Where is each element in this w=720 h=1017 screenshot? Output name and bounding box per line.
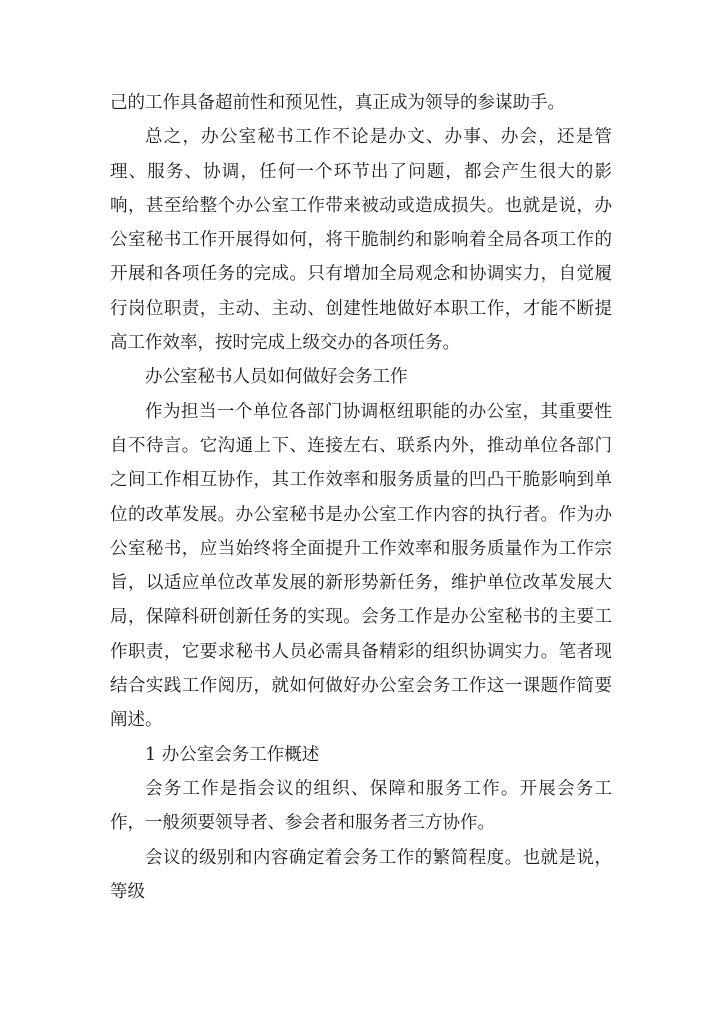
paragraph-3: 作为担当一个单位各部门协调枢纽职能的办公室，其重要性自不待言。它沟通上下、连接左右、联系内外，推动单位各部门之间工作相互协作，其工作效率和服务质量的凹凸干脆影响到单位的改革发展。办公室秘书是办公室工作内容的执行者。作为办公室秘书，应当始终将全面提升工作效率和服务质量作为工作宗旨，以适应单位改革发展的新形势新任务，维护单位改革发展大局，保障科研创新任务的实现。会务工作是办公室秘书的主要工作职责，它要求秘书人员必需具备精彩的组织协调实力。笔者现结合实践工作阅历，就如何做好办公室会务工作这一课题作简要阐述。 <box>110 401 612 731</box>
section-heading-1-overview: 1 办公室会务工作概述 <box>145 744 320 765</box>
paragraph-1: 己的工作具备超前性和预见性，真正成为领导的参谋助手。 <box>110 93 565 113</box>
document-page <box>110 86 612 909</box>
paragraph-5: 会议的级别和内容确定着会务工作的繁简程度。也就是说，等级 <box>110 847 612 902</box>
paragraph-2: 总之，办公室秘书工作不论是办文、办事、办会，还是管理、服务、协调，任何一个环节出了问题，都会产生很大的影响，甚至给整个办公室工作带来被动或造成损失。也就是说，办公室秘书工作开展得如何，将干脆制约和影响着全局各项工作的开展和各项任务的完成。只有增加全局观念和协调实力，自觉履行岗位职责，主动、主动、创建性地做好本职工作，才能不断提高工作效率，按时完成上级交办的各项任务。 <box>110 127 612 354</box>
paragraph-4: 会务工作是指会议的组织、保障和服务工作。开展会务工作，一般须要领导者、参会者和服务者三方协作。 <box>110 778 612 834</box>
section-heading-meeting-work: 办公室秘书人员如何做好会务工作 <box>145 367 408 388</box>
